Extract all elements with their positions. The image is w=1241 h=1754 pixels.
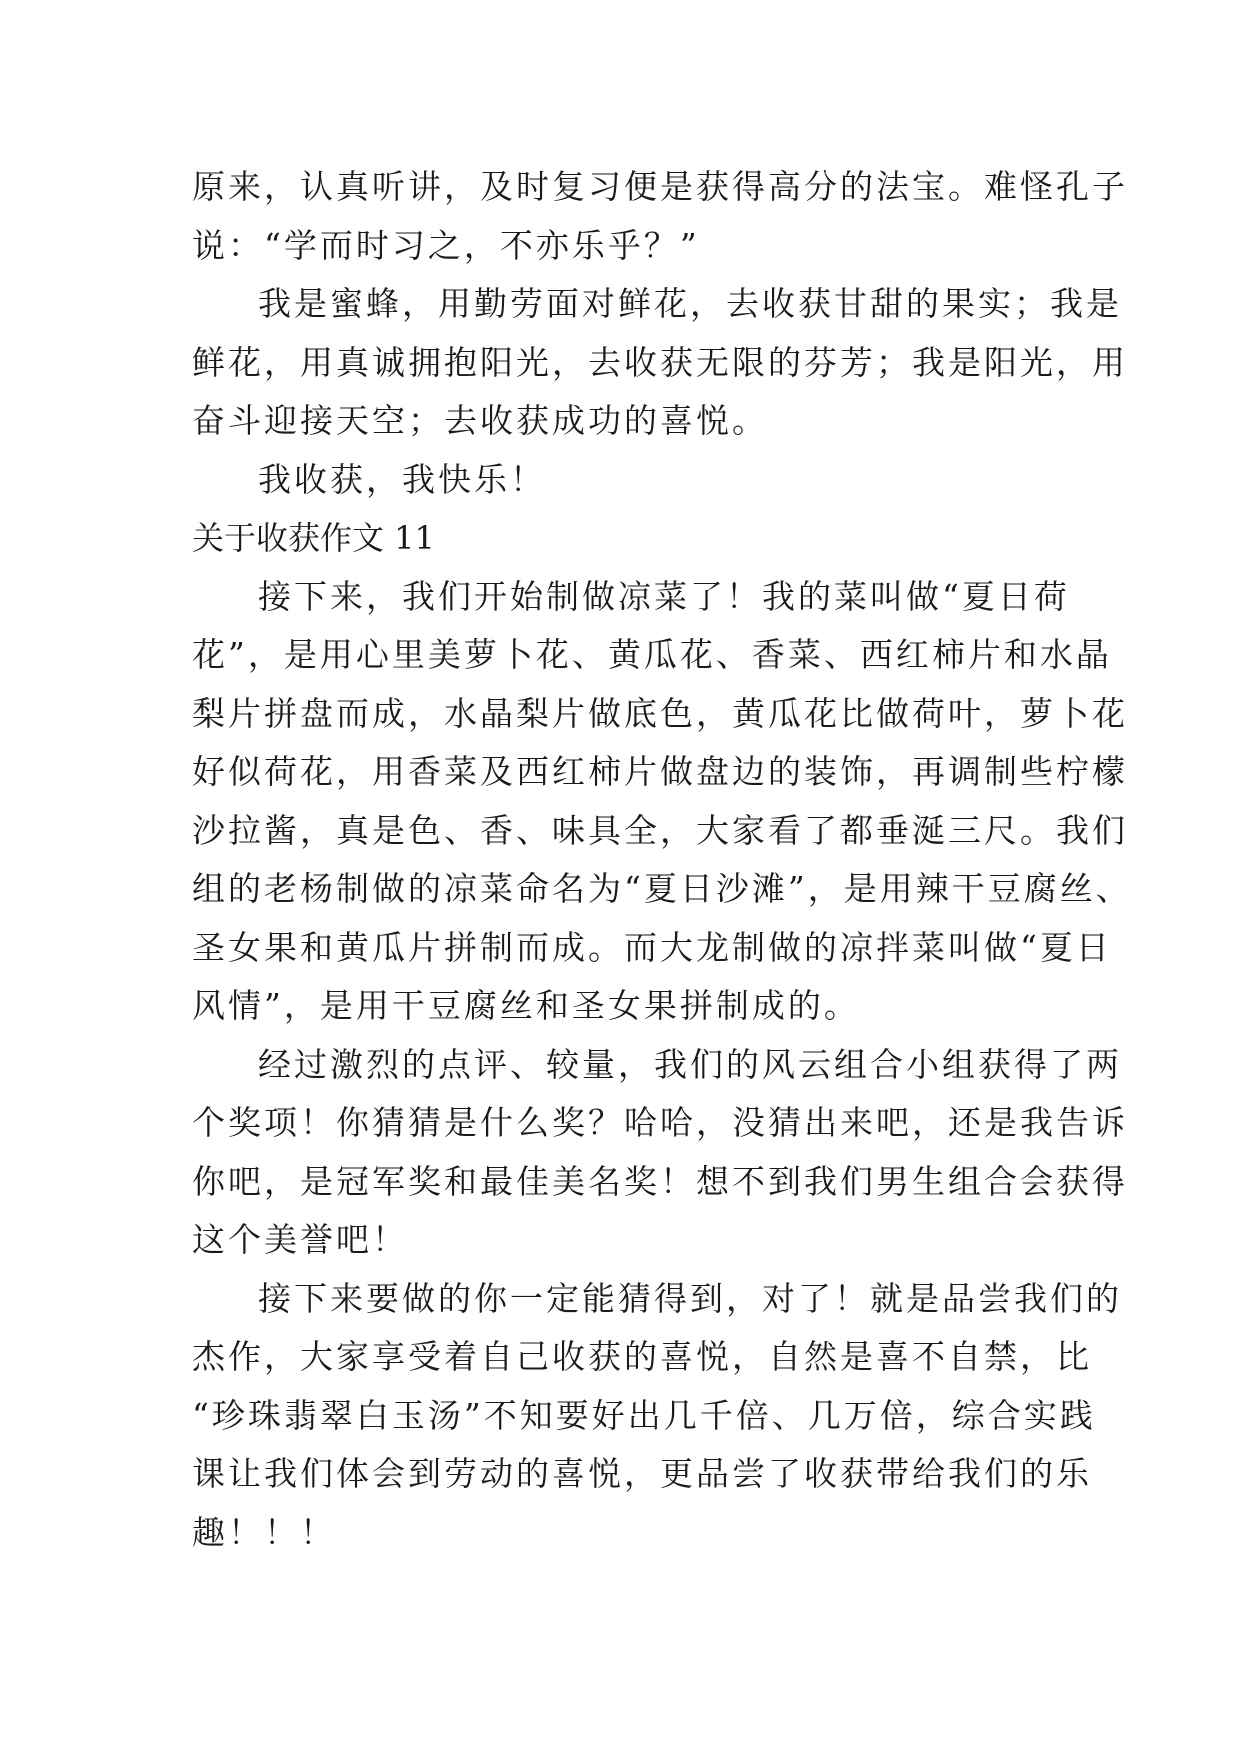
text-line: 奋斗迎接天空；去收获成功的喜悦。 <box>192 401 768 440</box>
text-line: 圣女果和黄瓜片拼制而成。而大龙制做的凉拌菜叫做“夏日 <box>192 927 1112 967</box>
text-line: 经过激烈的点评、较量，我们的风云组合小组获得了两 <box>258 1044 1122 1084</box>
text-line: 接下来要做的你一定能猜得到，对了！就是品尝我们的 <box>258 1278 1122 1318</box>
text-line: 组的老杨制做的凉菜命名为“夏日沙滩”，是用辣干豆腐丝、 <box>192 869 1132 908</box>
text-line: 杰作，大家享受着自己收获的喜悦，自然是喜不自禁，比 <box>192 1337 1092 1376</box>
text-line: 鲜花，用真诚拥抱阳光，去收获无限的芬芳；我是阳光，用 <box>192 342 1128 382</box>
text-line: “珍珠翡翠白玉汤”不知要好出几千倍、几万倍，综合实践 <box>192 1395 1096 1435</box>
text-line: 我是蜜蜂，用勤劳面对鲜花，去收获甘甜的果实；我是 <box>258 284 1122 323</box>
text-line: 接下来，我们开始制做凉菜了！我的菜叫做“夏日荷 <box>258 576 1070 616</box>
text-line: 沙拉酱，真是色、香、味具全，大家看了都垂涎三尺。我们 <box>192 810 1128 850</box>
section-heading: 关于收获作文 11 <box>192 519 435 557</box>
text-line: 原来，认真听讲，及时复习便是获得高分的法宝。难怪孔子 <box>192 167 1128 206</box>
text-line: 花”，是用心里美萝卜花、黄瓜花、香菜、西红柿片和水晶 <box>192 635 1112 674</box>
text-line: 我收获，我快乐！ <box>258 459 546 499</box>
text-line: 好似荷花，用香菜及西红柿片做盘边的装饰，再调制些柠檬 <box>192 752 1128 791</box>
text-line: 课让我们体会到劳动的喜悦，更品尝了收获带给我们的乐 <box>192 1454 1092 1493</box>
text-line: 梨片拼盘而成，水晶梨片做底色，黄瓜花比做荷叶，萝卜花 <box>192 693 1128 733</box>
text-line: 这个美誉吧！ <box>192 1220 408 1259</box>
document-body <box>192 158 1132 1562</box>
text-line: 你吧，是冠军奖和最佳美名奖！想不到我们男生组合会获得 <box>192 1161 1128 1201</box>
text-line: 说：“学而时习之，不亦乐乎？” <box>192 225 700 265</box>
text-line: 趣！！！ <box>192 1512 336 1552</box>
text-line: 风情”，是用干豆腐丝和圣女果拼制成的。 <box>192 986 860 1025</box>
text-line: 个奖项！你猜猜是什么奖？哈哈，没猜出来吧，还是我告诉 <box>192 1103 1128 1142</box>
